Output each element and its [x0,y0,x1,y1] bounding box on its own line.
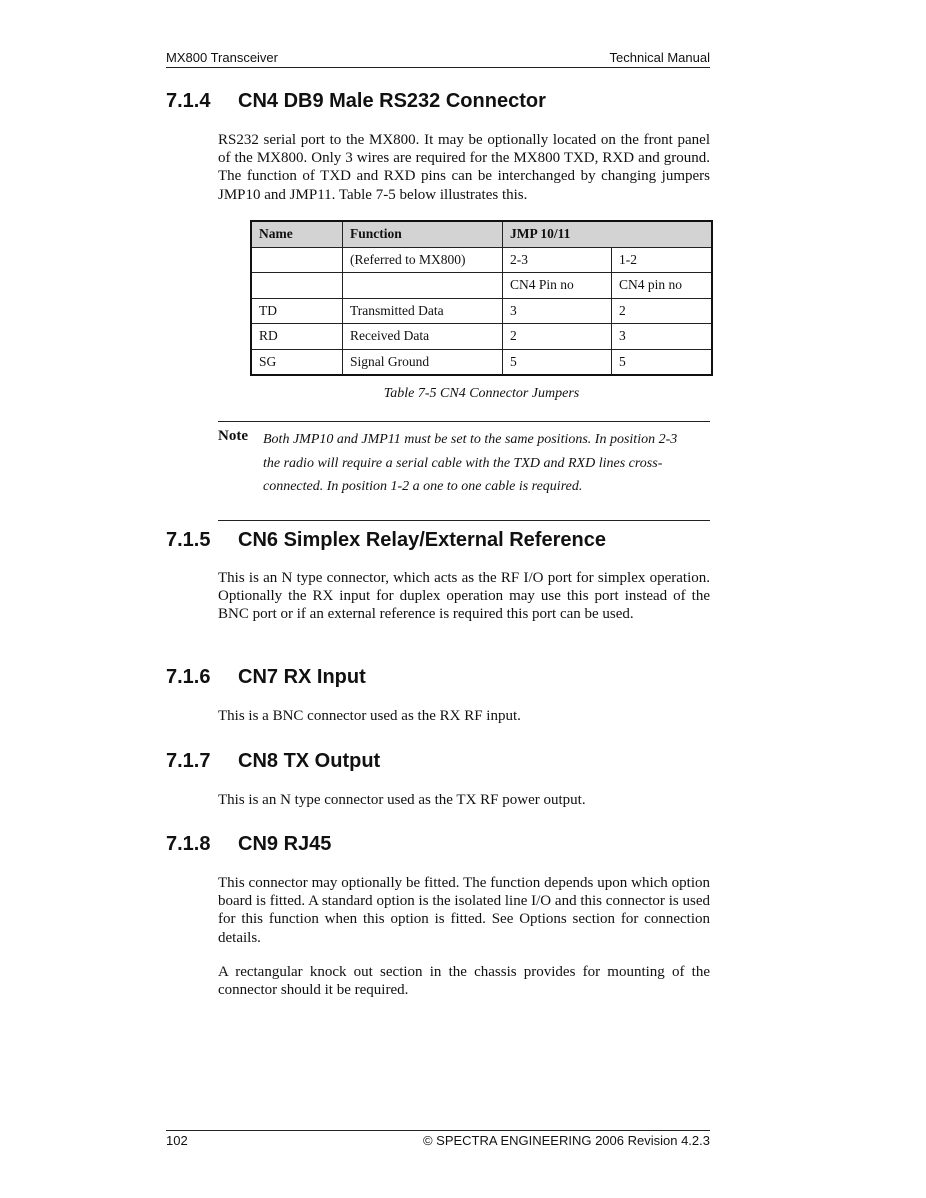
table-cell: 3 [612,324,713,350]
page-header [166,50,710,68]
note-text: Both JMP10 and JMP11 must be set to the same positions. In position 2-3 the radio will require a serial cable with the TXD and RXD lines cross-connected. In position 1-2 a one to one cable is required. [263,432,678,494]
table-cell: CN4 pin no [612,273,713,299]
table-header-jmp: JMP 10/11 [503,221,713,247]
section-body-7-1-8-second: A rectangular knock out section in the chassis provides for mounting of the connector should it be required. [218,964,710,999]
table-header-row [251,221,712,247]
table-row [251,298,712,324]
table-caption: Table 7-5 CN4 Connector Jumpers [383,386,580,401]
table-cell: Received Data [343,324,503,350]
table-header-name: Name [251,221,343,247]
table-row [251,247,712,273]
table-cell: (Referred to MX800) [343,247,503,273]
cn4-jumper-table [250,220,713,376]
page-number: 102 [166,1133,188,1148]
table-cell: 5 [612,349,713,375]
table-row [251,324,712,350]
table-cell: 5 [503,349,612,375]
section-body-7-1-5: This is an N type connector, which acts as the RF I/O port for simplex operation. Optionally the RX input for duplex operation may use this port instead of the BNC port or if an external reference is required this port can be used. [218,570,710,623]
table-cell: TD [251,298,343,324]
table-cell: 1-2 [612,247,713,273]
section-number: 7.1.5 [166,529,211,551]
section-title: CN4 DB9 Male RS232 Connector [238,90,546,112]
table-cell: RD [251,324,343,350]
table-cell: Transmitted Data [343,298,503,324]
section-number: 7.1.7 [166,750,211,772]
table-header-function: Function [343,221,503,247]
section-number: 7.1.8 [166,833,211,855]
table-row [251,273,712,299]
note-label: Note [218,428,248,444]
table-cell: 2 [503,324,612,350]
header-manual-label: Technical Manual [609,50,710,65]
section-heading-7-1-6 [166,666,366,689]
section-body-7-1-4: RS232 serial port to the MX800. It may be optionally located on the front panel of the MX800. Only 3 wires are required for the MX800 TXD, RXD and ground. The function of TXD and RXD pins can be interchanged by changing jumpers JMP10 and JMP11. Table 7-5 below illustrates this. [218,132,710,203]
page-footer [166,1130,710,1148]
header-doc-title: MX800 Transceiver [166,50,278,65]
table-cell: Signal Ground [343,349,503,375]
section-number: 7.1.6 [166,666,211,688]
note-box [218,421,710,521]
section-title: CN6 Simplex Relay/External Reference [238,529,606,551]
section-heading-7-1-4 [166,90,546,113]
section-title: CN7 RX Input [238,666,366,688]
section-number: 7.1.4 [166,90,211,112]
table-cell: CN4 Pin no [503,273,612,299]
section-heading-7-1-7 [166,750,380,773]
section-heading-7-1-8 [166,833,331,856]
table-cell [251,247,343,273]
table-cell [343,273,503,299]
table-cell: 2 [612,298,713,324]
section-body-7-1-6: This is a BNC connector used as the RX RF input. [218,708,521,724]
section-title: CN8 TX Output [238,750,381,772]
table-cell: 2-3 [503,247,612,273]
section-title: CN9 RJ45 [238,833,332,855]
section-body-7-1-7: This is an N type connector used as the TX RF power output. [218,792,586,808]
section-body-7-1-8: This connector may optionally be fitted. The function depends upon which option board is fitted. A standard option is the isolated line I/O and this connector is used for this function when this option is fitted. See Options section for connection details. [218,875,710,946]
section-heading-7-1-5 [166,529,606,552]
table-cell: 3 [503,298,612,324]
table-row [251,349,712,375]
footer-copyright: © SPECTRA ENGINEERING 2006 Revision 4.2.3 [422,1133,710,1148]
table-cell: SG [251,349,343,375]
table-cell [251,273,343,299]
